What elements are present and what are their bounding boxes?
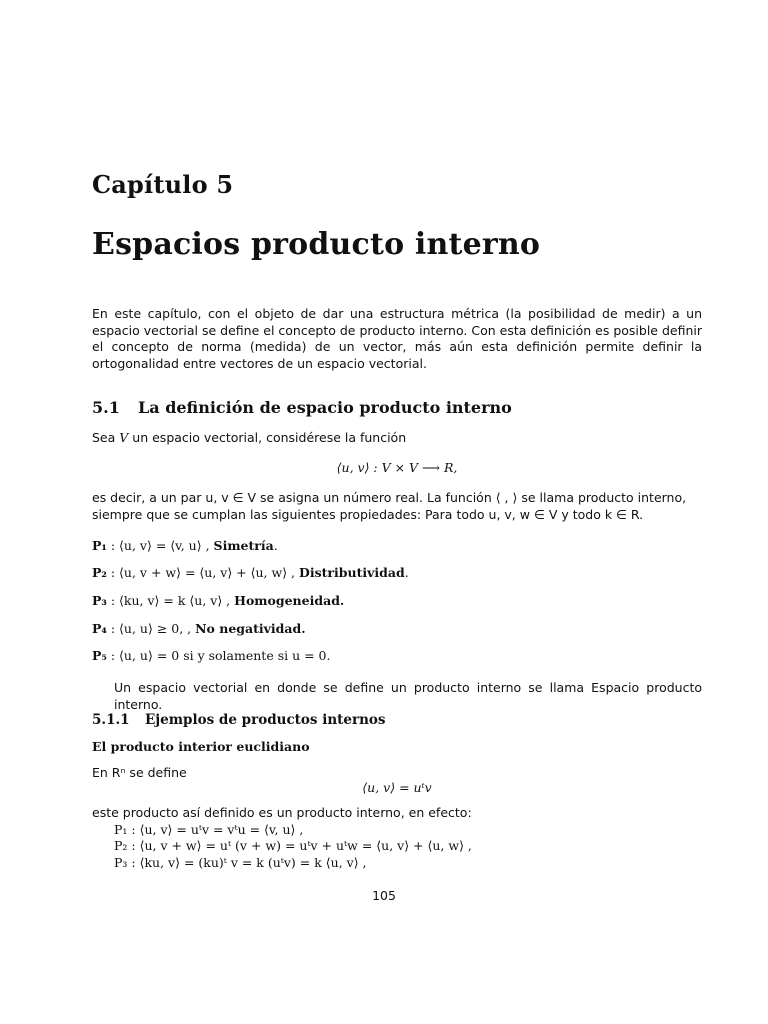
sea-suffix: un espacio vectorial, considérese la función [132, 430, 407, 445]
chapter-title: Espacios producto interno [92, 227, 541, 262]
property-p1 [92, 538, 278, 553]
page-number: 105 [372, 888, 396, 903]
property-label: P₅ [92, 648, 107, 663]
sea-line [92, 430, 406, 445]
section-heading [92, 398, 512, 417]
inner-product-definition: ⟨u, v⟩ = uᵗv [362, 780, 432, 795]
este-line: este producto así definido es un producto interno, en efecto: [92, 805, 472, 820]
property-after: . [273, 538, 278, 553]
property-formula: : ⟨u, v + w⟩ = ⟨u, v⟩ + ⟨u, w⟩ , [110, 565, 296, 580]
property-name: No negatividad. [195, 621, 306, 636]
subsection-title: Ejemplos de productos internos [145, 712, 386, 728]
closing-paragraph: Un espacio vectorial en donde se define un producto interno se llama Espacio producto interno. [114, 680, 702, 712]
es-decir-line-2: siempre que se cumplan las siguientes propiedades: Para todo u, v, w ∈ V y todo k ∈ R. [92, 506, 644, 522]
property-p5 [92, 648, 330, 663]
es-decir-line-1: es decir, a un par u, v ∈ V se asigna un número real. La función ⟨ , ⟩ se llama producto interno, [92, 490, 687, 505]
property-label: P₃ [92, 593, 107, 608]
property-formula: : ⟨u, v⟩ = ⟨v, u⟩ , [110, 538, 210, 553]
en-line: En Rⁿ se define [92, 765, 187, 780]
property-formula: : ⟨u, u⟩ ≥ 0, , [110, 621, 192, 636]
sea-prefix: Sea [92, 430, 116, 445]
es-decir-paragraph [92, 490, 702, 523]
section-number: 5.1 [92, 398, 120, 417]
intro-paragraph: En este capítulo, con el objeto de dar una estructura métrica (la posibilidad de medir) a un espacio vectorial se define el concepto de producto interno. Con esta definición es posible definir el concepto de norma (medida) de un vector, más aún esta definición permite definir la ortogonalidad entre vectores de un espacio vectorial. [92, 306, 702, 371]
property-p3 [92, 593, 344, 608]
subsection-number: 5.1.1 [92, 712, 130, 728]
property-name: Homogeneidad. [234, 593, 345, 608]
property-name: Simetría [213, 538, 274, 553]
property-p2 [92, 565, 409, 580]
property-label: P₁ [92, 538, 107, 553]
property-formula: : ⟨u, u⟩ = 0 si y solamente si u = 0. [110, 648, 331, 663]
sea-var: V [119, 430, 129, 445]
property-p4 [92, 621, 306, 636]
subsection-heading [92, 712, 386, 728]
chapter-label: Capítulo 5 [92, 170, 234, 199]
property-label: P₂ [92, 565, 107, 580]
proof-line-p2: P₂ : ⟨u, v + w⟩ = uᵗ (v + w) = uᵗv + uᵗw = ⟨u, v⟩ + ⟨u, w⟩ , [114, 838, 472, 853]
property-after: . [404, 565, 409, 580]
property-formula: : ⟨ku, v⟩ = k ⟨u, v⟩ , [110, 593, 231, 608]
property-label: P₄ [92, 621, 107, 636]
property-name: Distributividad [299, 565, 405, 580]
proof-line-p3: P₃ : ⟨ku, v⟩ = (ku)ᵗ v = k (uᵗv) = k ⟨u, v⟩ , [114, 855, 367, 870]
paragraph-heading: El producto interior euclidiano [92, 739, 310, 754]
function-display: ⟨u, v⟩ : V × V ⟶ R, [336, 460, 458, 475]
proof-line-p1: P₁ : ⟨u, v⟩ = uᵗv = vᵗu = ⟨v, u⟩ , [114, 822, 304, 837]
section-title: La definición de espacio producto interno [138, 398, 512, 417]
